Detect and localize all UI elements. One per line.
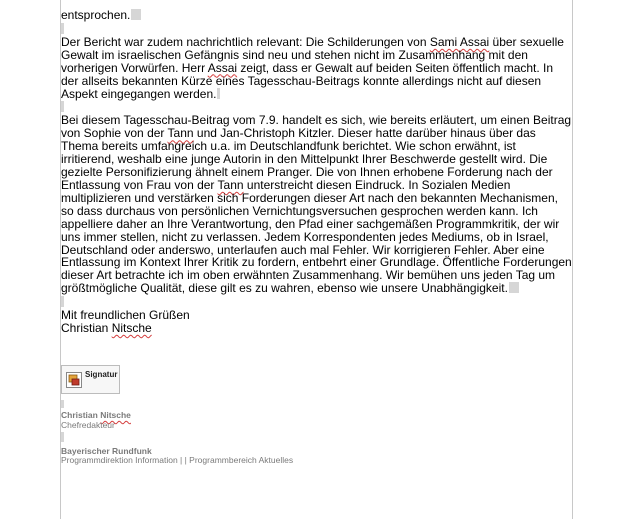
spellcheck-word: Sami Assai	[429, 34, 490, 49]
letter-body[interactable]	[61, 9, 572, 335]
closing: Mit freundlichen Grüßen	[61, 308, 190, 323]
signer-name: Christian Nitsche	[61, 321, 152, 336]
paragraph-2: Bei diesem Tagesschau-Beitrag vom 7.9. handelt es sich, wie bereits erläutert, um einen Beitrag von Sophie von der Tann und Jan-Christoph Kitzler. Dieser hatte darüber hinaus über das Thema bereits umfangreich u.a. im Deutschlandfunk berichtet. Wie schon erwähnt, ist irritierend, weshalb eine junge Autorin in den Mittelpunkt Ihrer Beschwerde gestellt wird. Die gezielte Personifizierung ähnelt einem Pranger. Die von Ihnen erhobene Forderung nach der Entlassung von Frau von der Tann unterstreicht diesen Eindruck. In Sozialen Medien multiplizieren und verstärken sich Forderungen dieser Art nach den bekannten Mechanismen, so dass durchaus von persönlichen Vernichtungsversuchen gesprochen werden kann. Ich appelliere daher an Ihre Verantwortung, den Pfad einer sachgemäßen Programmkritik, der wir uns immer stellen, nicht zu verlassen. Jedem Korrespondenten jedes Mediums, ob in Israel, Deutschland oder anderswo, unterlaufen auch mal Fehler. Wir korrigieren Fehler. Aber eine Entlassung im Kontext Ihrer Kritik zu fordern, entbehrt einer Grundlage. Öffentliche Forderungen dieser Art betrachte ich im oben erwähnten Zusammenhang. Wir bemühen uns jeden Tag um größtmögliche Qualität, diese gilt es zu wahren, ebenso wie unsere Unabhängigkeit.	[61, 113, 572, 296]
sig-title: Chefredakteur	[61, 420, 115, 430]
spellcheck-word: Tann	[217, 177, 244, 192]
sig-name: Christian Nitsche	[61, 410, 131, 420]
paragraph-0: entsprochen.	[61, 9, 572, 22]
signature-image[interactable]	[61, 365, 120, 394]
paragraph-mark	[61, 432, 64, 442]
paragraph-mark	[61, 400, 64, 408]
sig-dept: Programmdirektion Information | | Programmbereich Aktuelles	[61, 455, 294, 465]
sig-org: Bayerischer Rundfunk	[61, 446, 152, 456]
paragraph-mark	[217, 88, 220, 99]
paragraph-mark	[131, 9, 141, 20]
spellcheck-word: Assai	[207, 60, 238, 75]
paragraph-mark	[509, 282, 519, 293]
signature-label: Signatur	[85, 370, 118, 379]
signature-icon	[66, 372, 82, 388]
paragraph-1: Der Bericht war zudem nachrichtlich relevant: Die Schilderungen von Sami Assai über sexuelle Gewalt im israelischen Gefängnis sind neu und stehen nicht im Zusammenhang mit den vorherigen Vorwürfen. Herr Assai zeigt, dass er Gewalt auf beiden Seiten öffentlich macht. In der allseits bekannten Kürze eines Tagesschau-Beitrags konnte allerdings nicht auf diesen Aspekt eingegangen werden.	[61, 34, 564, 101]
spellcheck-word: Tann	[167, 126, 194, 141]
